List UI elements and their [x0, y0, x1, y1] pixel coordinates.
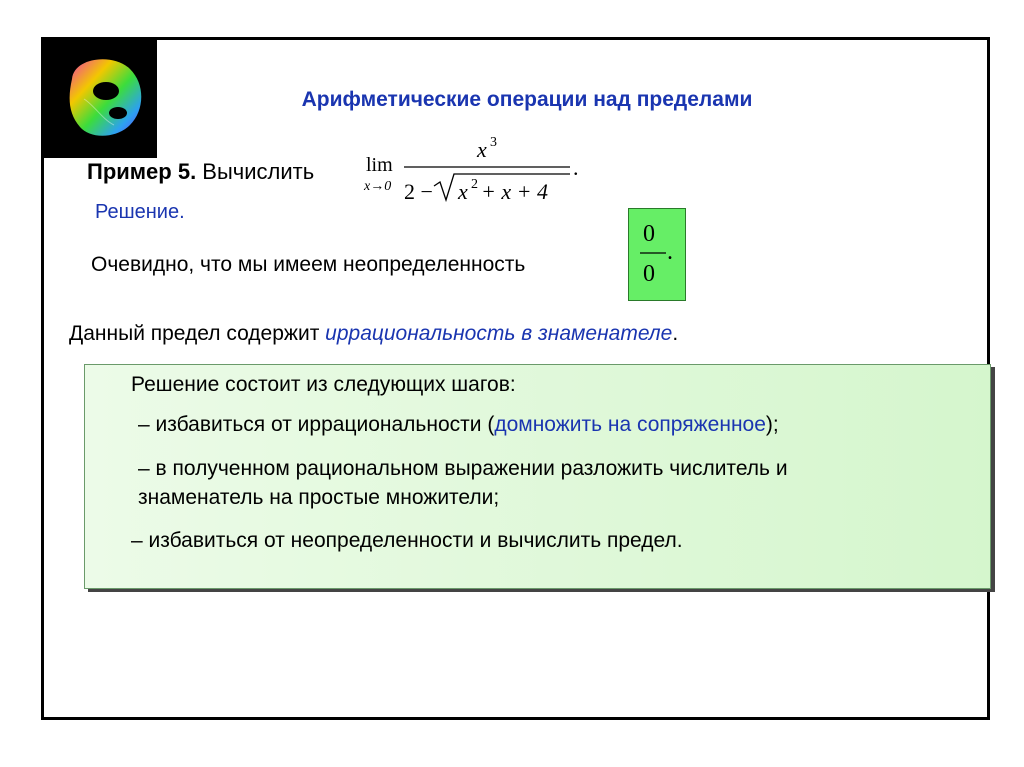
step-1-suffix: ); [765, 413, 779, 436]
uncertainty-denominator: 0 [643, 261, 655, 287]
given-prefix: Данный предел содержит [69, 322, 326, 345]
step-1-prefix: – избавиться от иррациональности ( [138, 413, 495, 436]
zero-over-zero [638, 213, 676, 291]
radicand-x: x [458, 179, 468, 204]
example-text: Вычислить [196, 159, 315, 184]
uncertainty-statement: Очевидно, что мы имеем неопределенность [91, 253, 526, 276]
example-label: Пример 5. [87, 159, 197, 184]
page-title: Арифметические операции над пределами [301, 88, 753, 111]
irrationality-statement [69, 322, 678, 346]
given-suffix: . [672, 322, 679, 345]
numerator-x: x [477, 137, 487, 162]
given-highlight: иррациональность в знаменателе [325, 322, 673, 345]
lim-subscript: x→0 [364, 179, 392, 194]
radicand-rest: + x + 4 [481, 179, 548, 204]
numerator-exponent: 3 [490, 135, 497, 150]
example-heading [87, 159, 314, 185]
lim-text: lim [366, 154, 393, 176]
uncertainty-numerator: 0 [643, 221, 655, 247]
steps-intro: Решение состоит из следующих шагов: [131, 373, 516, 396]
radicand-exponent: 2 [471, 177, 478, 192]
step-3: – избавиться от неопределенности и вычислить предел. [131, 529, 683, 552]
limit-formula [360, 132, 600, 212]
step-1 [138, 410, 779, 440]
denominator-text: 2 − [404, 179, 433, 204]
formula-dot: . [573, 155, 579, 180]
step-2-line-2: знаменатель на простые множители; [138, 486, 500, 509]
solution-label[interactable]: Решение. [95, 201, 185, 223]
step-2-line-1: – в полученном рациональном выражении разложить числитель и [138, 457, 788, 480]
uncertainty-dot: . [667, 239, 673, 265]
step-1-link[interactable]: домножить на сопряженное [494, 413, 766, 436]
